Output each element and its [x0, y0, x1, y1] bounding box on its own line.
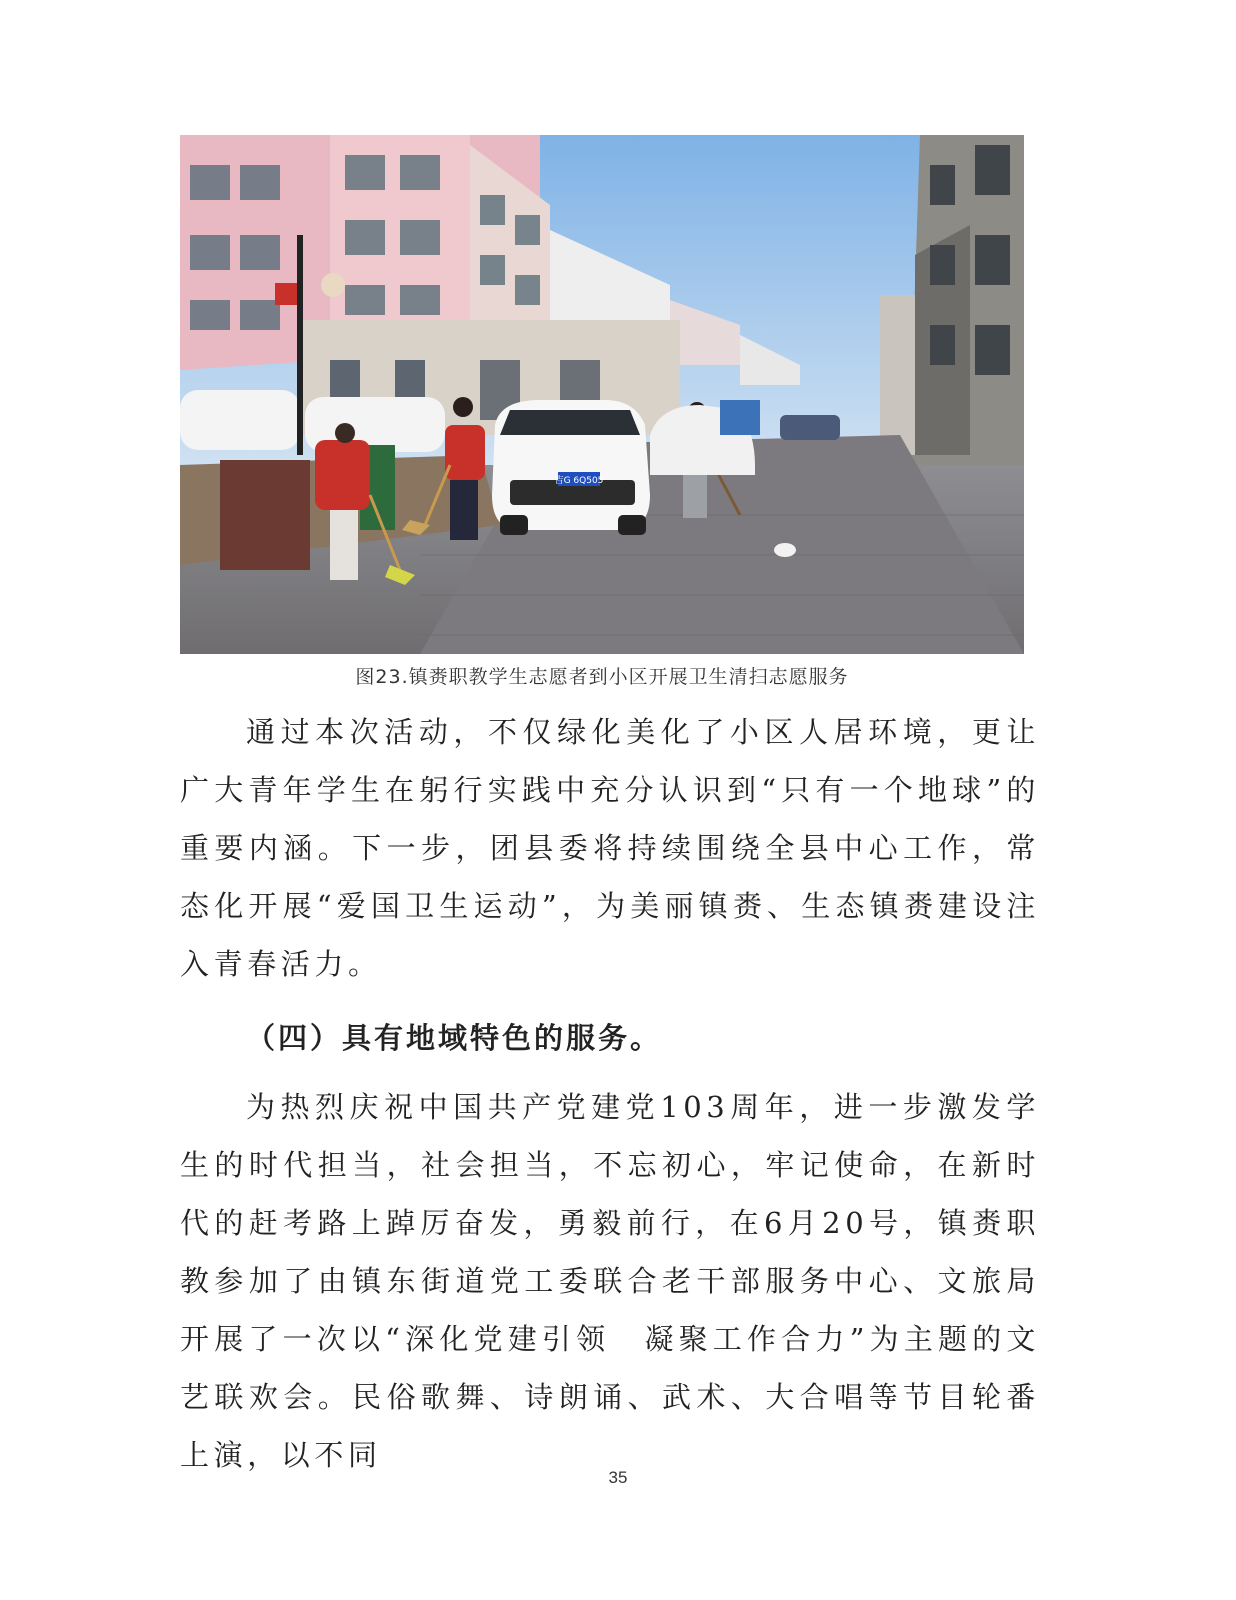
figure-photo — [180, 135, 1024, 654]
page-number: 35 — [608, 1468, 628, 1487]
volunteers-cleaning-street-illustration — [180, 135, 1024, 654]
section-heading: （四）具有地域特色的服务。 — [246, 1021, 663, 1055]
body-paragraph-2: 为热烈庆祝中国共产党建党103周年，进一步激发学生的时代担当，社会担当，不忘初心，牢记使命，在新时代的赶考路上踔厉奋发，勇毅前行，在6月20号，镇赉职教参加了由镇东街道党工委联合老干部服务中心、文旅局开展了一次以“深化党建引领 凝聚工作合力”为主题的文艺联欢会。民俗歌舞、诗朗诵、武术、大合唱等节目轮番上演，以不同 — [180, 1090, 1040, 1472]
license-plate-text: 吉G 6Q505 — [554, 476, 604, 486]
figure-caption: 图23.镇赉职教学生志愿者到小区开展卫生清扫志愿服务 — [355, 666, 849, 688]
body-paragraph-1: 通过本次活动，不仅绿化美化了小区人居环境，更让广大青年学生在躬行实践中充分认识到“只有一个地球”的重要内涵。下一步，团县委将持续围绕全县中心工作，常态化开展“爱国卫生运动”，为美丽镇赉、生态镇赉建设注入青春活力。 — [180, 715, 1040, 981]
